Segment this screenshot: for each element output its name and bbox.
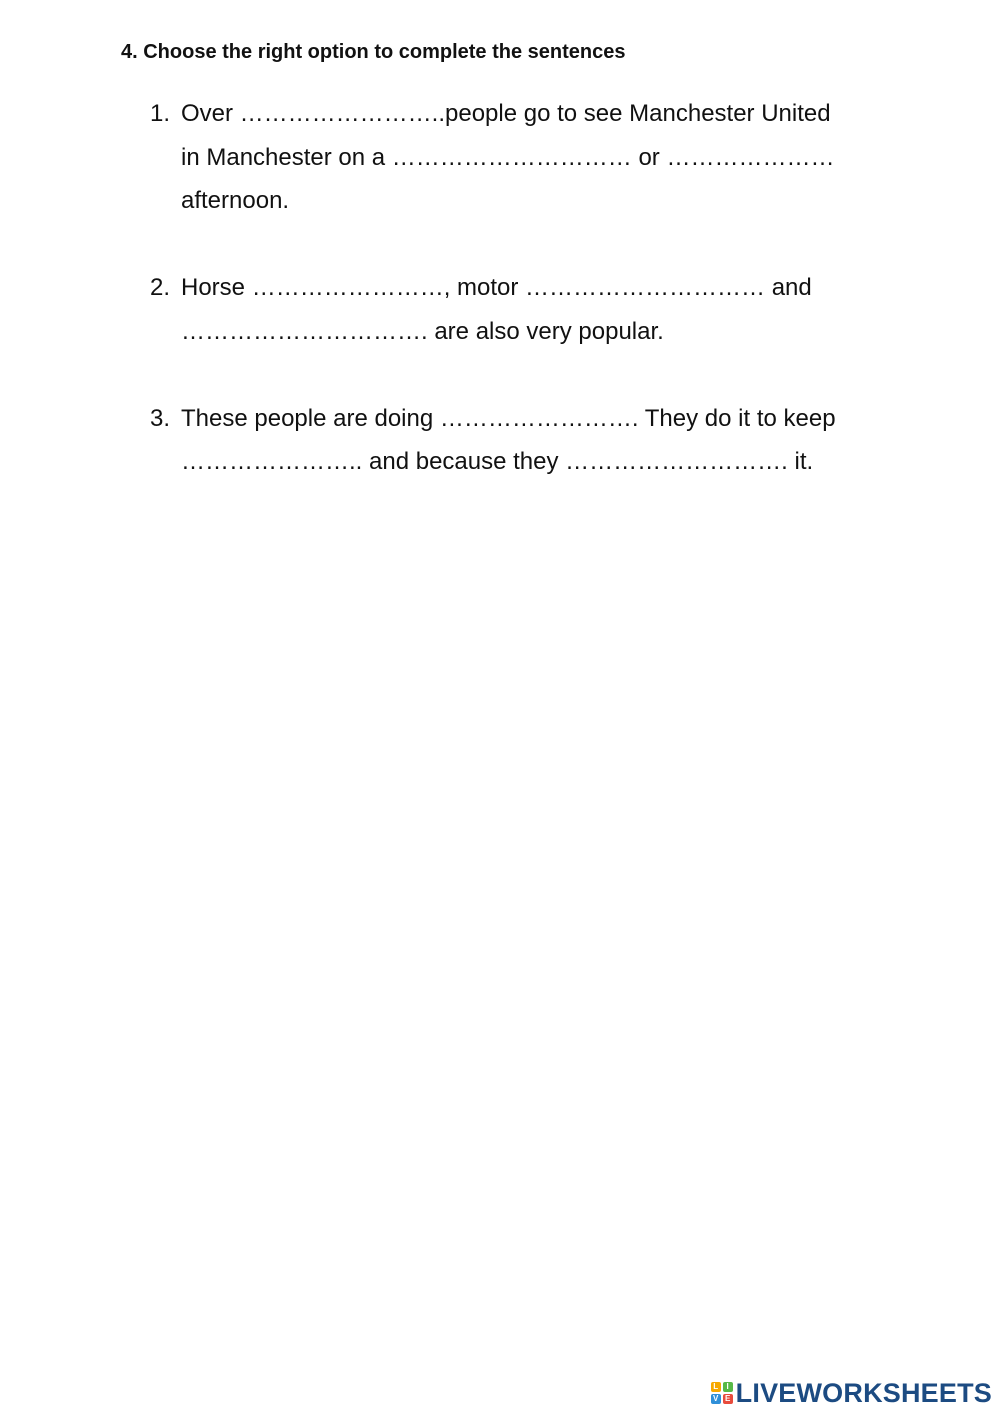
- logo-mark-letter-e: E: [723, 1394, 733, 1404]
- question-line: in Manchester on a ………………………… or …………………: [181, 143, 835, 171]
- liveworksheets-logo: [711, 1379, 992, 1407]
- logo-mark-letter-i: I: [723, 1382, 733, 1392]
- question-number: 2.: [150, 274, 171, 301]
- question-line: These people are doing ……………………. They do it to keep: [181, 404, 836, 432]
- question-number: 1.: [150, 100, 171, 127]
- question-item-2: [150, 266, 880, 353]
- logo-mark-letter-v: V: [711, 1394, 721, 1404]
- liveworksheets-logo-icon: [711, 1382, 733, 1404]
- question-item-1: [150, 92, 880, 223]
- question-item-3: [150, 397, 880, 484]
- question-line: …………………………. are also very popular.: [181, 317, 664, 345]
- question-line: afternoon.: [181, 187, 290, 214]
- question-line: Horse ……………………, motor ………………………… and: [181, 274, 812, 301]
- logo-mark-letter-l: L: [711, 1382, 721, 1392]
- logo-wordmark: LIVEWORKSHEETS: [735, 1377, 992, 1408]
- question-number: 3.: [150, 404, 171, 432]
- question-line: Over ……………………..people go to see Manchester United: [181, 100, 831, 127]
- question-list: [150, 92, 880, 484]
- question-line: ………………….. and because they ………………………. it.: [181, 448, 814, 475]
- exercise-heading: 4. Choose the right option to complete the sentences: [121, 41, 626, 63]
